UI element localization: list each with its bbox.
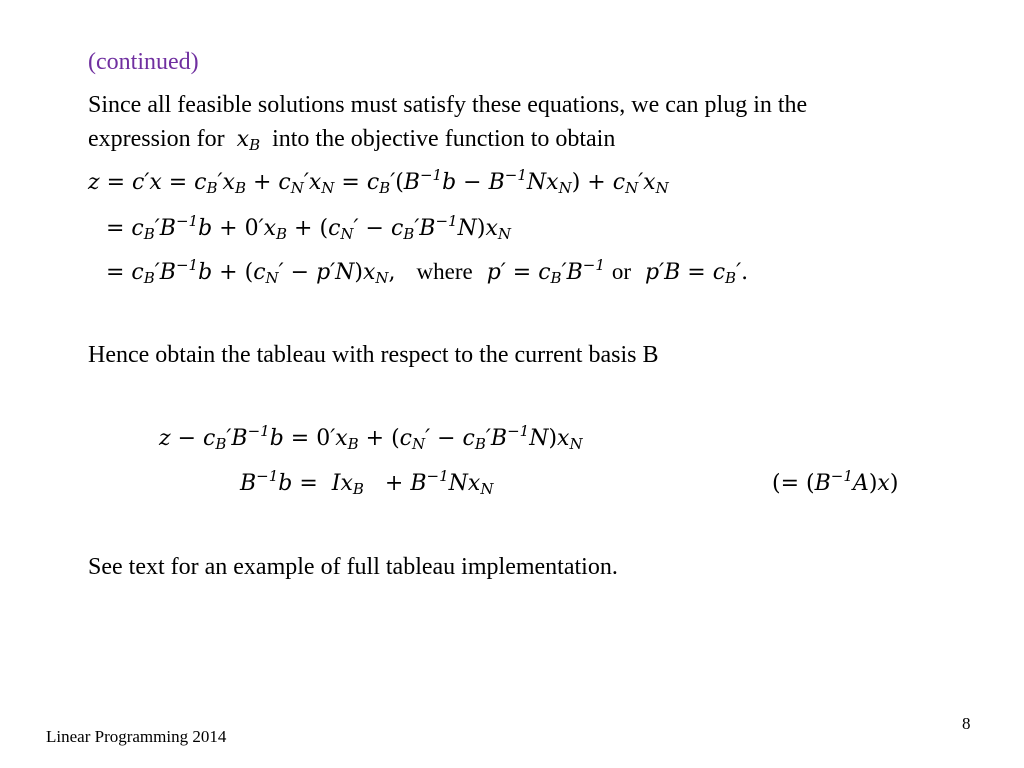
or-word: or xyxy=(611,259,632,284)
equation-line-1: $z = c'x = c_B'x_B + c_N'x_N = c_B'(B^{-1}b - B^{-1}Nx_N) + c_N'x_N$ xyxy=(88,166,669,197)
tableau-note: (= $(B^{-1}A)x$) xyxy=(772,467,899,496)
intro-line-2 xyxy=(88,125,615,154)
where-word: where xyxy=(416,259,473,284)
math-xB-inline: $x_B$ xyxy=(236,127,261,154)
intro-line-2-a: expression for xyxy=(88,126,225,152)
tableau-row-2: $B^{-1}b = Ix_B$ + $B^{-1}Nx_N$ xyxy=(240,467,494,498)
equation-line-3: = $c_B'B^{-1}b + (c_N' - p'N)x_N$, where $p' = c_B'B^{-1}$ or $p'B = c_B'$. xyxy=(106,256,749,287)
footer-title: Linear Programming 2014 xyxy=(46,727,227,746)
hence-line: Hence obtain the tableau with respect to the current basis B xyxy=(88,342,659,368)
continued-label: (continued) xyxy=(88,49,199,75)
tableau-row-1: $z - c_B'B^{-1}b = 0'x_B + (c_N' - c_B'B^{-1}N)x_N$ xyxy=(159,422,583,453)
intro-line-2-b: into the objective function to obtain xyxy=(272,126,616,152)
intro-line-1: Since all feasible solutions must satisfy these equations, we can plug in the xyxy=(88,92,808,118)
see-text-line: See text for an example of full tableau implementation. xyxy=(88,554,618,580)
equation-line-2: = $c_B'B^{-1}b + 0'x_B + (c_N' - c_B'B^{-1}N)x_N$ xyxy=(106,212,511,243)
page-number: 8 xyxy=(962,714,971,733)
